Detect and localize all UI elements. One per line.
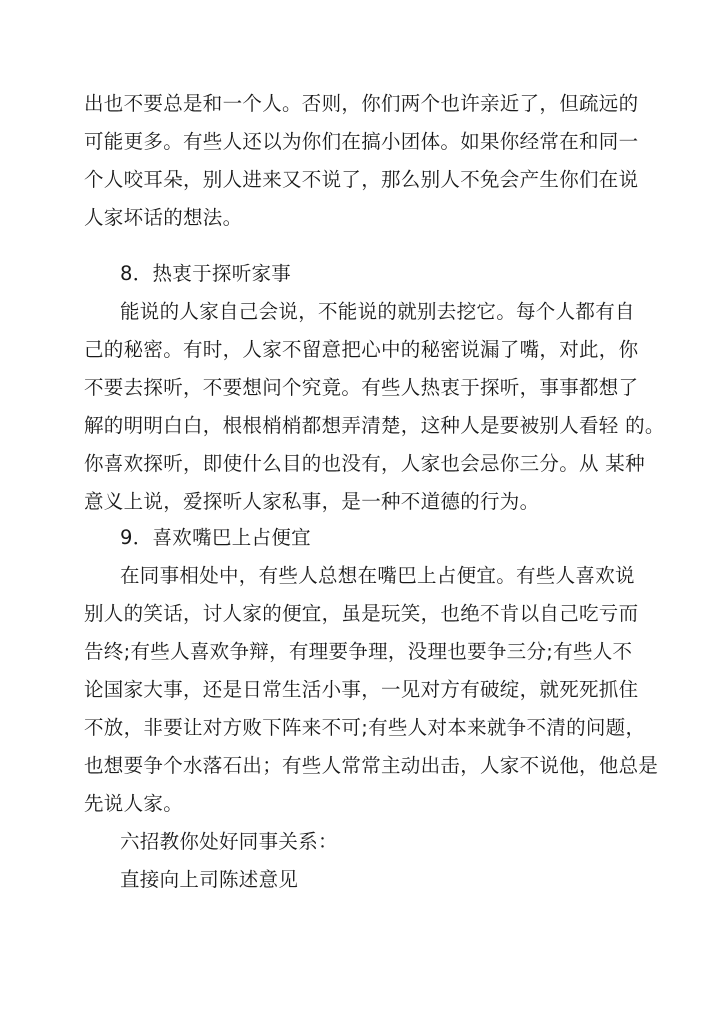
section-heading-9: 9．喜欢嘴巴上占便宜 [120,526,311,549]
paragraph-line: 意义上说，爱探听人家私事，是一种不道德的行为。 [84,490,540,513]
paragraph-line: 不放，非要让对方败下阵来不可;有些人对本来就争不清的问题， [84,716,646,739]
paragraph-line: 出也不要总是和一个人。否则，你们两个也许亲近了，但疏远的 [84,92,639,115]
paragraph-line: 告终;有些人喜欢争辩，有理要争理，没理也要争三分;有些人不 [84,640,633,663]
paragraph-line: 人家坏话的想法。 [84,206,243,229]
paragraph-line: 己的秘密。有时，人家不留意把心中的秘密说漏了嘴，对此，你 [84,338,639,361]
paragraph-line: 能说的人家自己会说，不能说的就别去挖它。每个人都有自 [120,300,635,323]
paragraph-line: 也想要争个水落石出；有些人常常主动出击，人家不说他，他总是 [84,754,659,777]
paragraph-line: 不要去探听，不要想问个究竟。有些人热衷于探听，事事都想了 [84,376,639,399]
paragraph-line: 个人咬耳朵，别人进来又不说了，那么别人不免会产生你们在说 [84,168,639,191]
section-heading-tips: 六招教你处好同事关系： [120,830,338,853]
paragraph-line: 别人的笑话，讨人家的便宜，虽是玩笑，也绝不肯以自己吃亏而 [84,602,639,625]
paragraph-line: 解的明明白白，根根梢梢都想弄清楚，这种人是要被别人看轻 的。 [84,414,665,437]
paragraph-line: 可能更多。有些人还以为你们在搞小团体。如果你经常在和同一 [84,130,639,153]
section-heading-8: 8．热衷于探听家事 [120,262,292,285]
paragraph-line: 你喜欢探听，即使什么目的也没有，人家也会忌你三分。从 某种 [84,452,645,475]
paragraph-line: 论国家大事，还是日常生活小事，一见对方有破绽，就死死抓住 [84,678,639,701]
paragraph-line: 在同事相处中，有些人总想在嘴巴上占便宜。有些人喜欢说 [120,564,635,587]
paragraph-line: 先说人家。 [84,792,184,815]
subheading: 直接向上司陈述意见 [120,868,299,891]
